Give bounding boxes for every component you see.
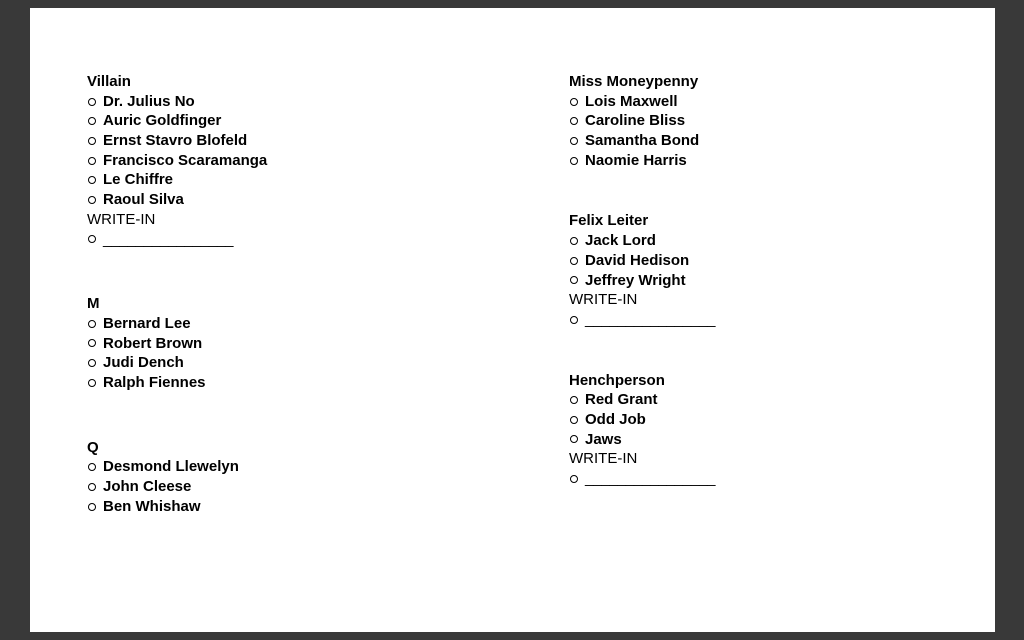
radio-bubble-icon[interactable]: [88, 503, 96, 511]
radio-bubble-icon[interactable]: [570, 276, 578, 284]
option-label: Ben Whishaw: [103, 497, 201, 515]
radio-bubble-icon[interactable]: [570, 137, 578, 145]
option-samantha-bond[interactable]: [569, 131, 715, 151]
race-title: Miss Moneypenny: [569, 73, 699, 90]
option-label: David Hedison: [585, 251, 690, 269]
option-label: Raoul Silva: [103, 191, 184, 209]
radio-bubble-icon[interactable]: [88, 98, 96, 106]
radio-bubble-icon[interactable]: [570, 316, 578, 324]
write-in-option[interactable]: [569, 310, 715, 330]
radio-bubble-icon[interactable]: [88, 157, 96, 165]
option-label: Caroline Bliss: [585, 112, 686, 130]
option-raoul-silva[interactable]: [87, 190, 267, 210]
race-title: Villain: [87, 73, 131, 90]
radio-bubble-icon[interactable]: [88, 483, 96, 491]
option-le-chiffre[interactable]: [87, 170, 267, 190]
radio-bubble-icon[interactable]: [570, 475, 578, 483]
radio-bubble-icon[interactable]: [570, 117, 578, 125]
radio-bubble-icon[interactable]: [88, 137, 96, 145]
option-label: John Cleese: [103, 478, 192, 495]
option-judi-dench[interactable]: [87, 353, 267, 373]
ballot-left-column: [87, 72, 267, 516]
race-q: [87, 438, 267, 517]
radio-bubble-icon[interactable]: [88, 379, 96, 387]
write-in-label: WRITE-IN: [569, 291, 638, 309]
option-label: Robert Brown: [103, 334, 203, 352]
radio-bubble-icon[interactable]: [570, 157, 578, 165]
option-label: Ralph Fiennes: [103, 373, 206, 391]
option-label: Jeffrey Wright: [585, 271, 686, 289]
option-label: Ernst Stavro Blofeld: [103, 132, 248, 150]
radio-bubble-icon[interactable]: [570, 257, 578, 265]
option-label: Samantha Bond: [585, 132, 700, 150]
race-title: Felix Leiter: [569, 212, 649, 230]
race-henchperson: [569, 371, 715, 489]
option-label: Francisco Scaramanga: [103, 151, 268, 169]
radio-bubble-icon[interactable]: [570, 416, 578, 424]
option-ben-whishaw[interactable]: [87, 497, 267, 517]
option-label: Judi Dench: [103, 354, 184, 372]
radio-bubble-icon[interactable]: [88, 339, 96, 347]
option-ralph-fiennes[interactable]: [87, 373, 267, 393]
write-in-option[interactable]: [87, 230, 267, 250]
radio-bubble-icon[interactable]: [570, 98, 578, 106]
race-m: [87, 294, 267, 392]
race-villain: [87, 72, 267, 249]
option-label: Bernard Lee: [103, 314, 191, 332]
option-jeffrey-wright[interactable]: [569, 271, 715, 291]
radio-bubble-icon[interactable]: [88, 196, 96, 204]
race-felix-leiter: [569, 211, 715, 329]
race-miss-moneypenny: [569, 72, 715, 170]
option-ernst-stavro-blofeld[interactable]: [87, 131, 267, 151]
race-title: M: [87, 295, 100, 313]
option-jack-lord[interactable]: [569, 231, 715, 251]
option-francisco-scaramanga[interactable]: [87, 151, 267, 171]
option-david-hedison[interactable]: [569, 251, 715, 271]
option-label: Jaws: [585, 430, 622, 448]
ballot-page: [30, 8, 995, 632]
option-odd-job[interactable]: [569, 410, 715, 430]
option-dr-julius-no[interactable]: [87, 92, 267, 112]
radio-bubble-icon[interactable]: [88, 463, 96, 471]
ballot-right-column: [569, 72, 715, 489]
write-in-blank-line[interactable]: ________________: [585, 310, 716, 328]
write-in-blank-line[interactable]: ________________: [585, 470, 716, 487]
option-label: Lois Maxwell: [585, 92, 678, 110]
option-label: Odd Job: [585, 410, 646, 428]
radio-bubble-icon[interactable]: [570, 435, 578, 443]
option-auric-goldfinger[interactable]: [87, 111, 267, 131]
option-red-grant[interactable]: [569, 390, 715, 410]
option-label: Desmond Llewelyn: [103, 458, 239, 476]
race-title: Henchperson: [569, 371, 665, 389]
option-bernard-lee[interactable]: [87, 314, 267, 334]
option-label: Red Grant: [585, 391, 658, 409]
option-label: Le Chiffre: [103, 171, 174, 189]
radio-bubble-icon[interactable]: [88, 359, 96, 367]
write-in-blank-line[interactable]: ________________: [103, 230, 234, 248]
radio-bubble-icon[interactable]: [88, 176, 96, 184]
option-lois-maxwell[interactable]: [569, 92, 715, 112]
option-robert-brown[interactable]: [87, 334, 267, 354]
radio-bubble-icon[interactable]: [88, 117, 96, 125]
radio-bubble-icon[interactable]: [88, 235, 96, 243]
option-jaws[interactable]: [569, 430, 715, 450]
option-label: Dr. Julius No: [103, 92, 195, 110]
radio-bubble-icon[interactable]: [570, 237, 578, 245]
option-naomie-harris[interactable]: [569, 151, 715, 171]
radio-bubble-icon[interactable]: [88, 320, 96, 328]
option-caroline-bliss[interactable]: [569, 111, 715, 131]
option-label: Auric Goldfinger: [103, 112, 222, 130]
option-desmond-llewelyn[interactable]: [87, 457, 267, 477]
option-john-cleese[interactable]: [87, 477, 267, 497]
option-label: Jack Lord: [585, 232, 656, 250]
radio-bubble-icon[interactable]: [570, 396, 578, 404]
race-title: Q: [87, 438, 99, 456]
option-label: Naomie Harris: [585, 151, 687, 169]
write-in-option[interactable]: [569, 469, 715, 489]
write-in-label: WRITE-IN: [569, 450, 638, 468]
write-in-label: WRITE-IN: [87, 210, 156, 228]
